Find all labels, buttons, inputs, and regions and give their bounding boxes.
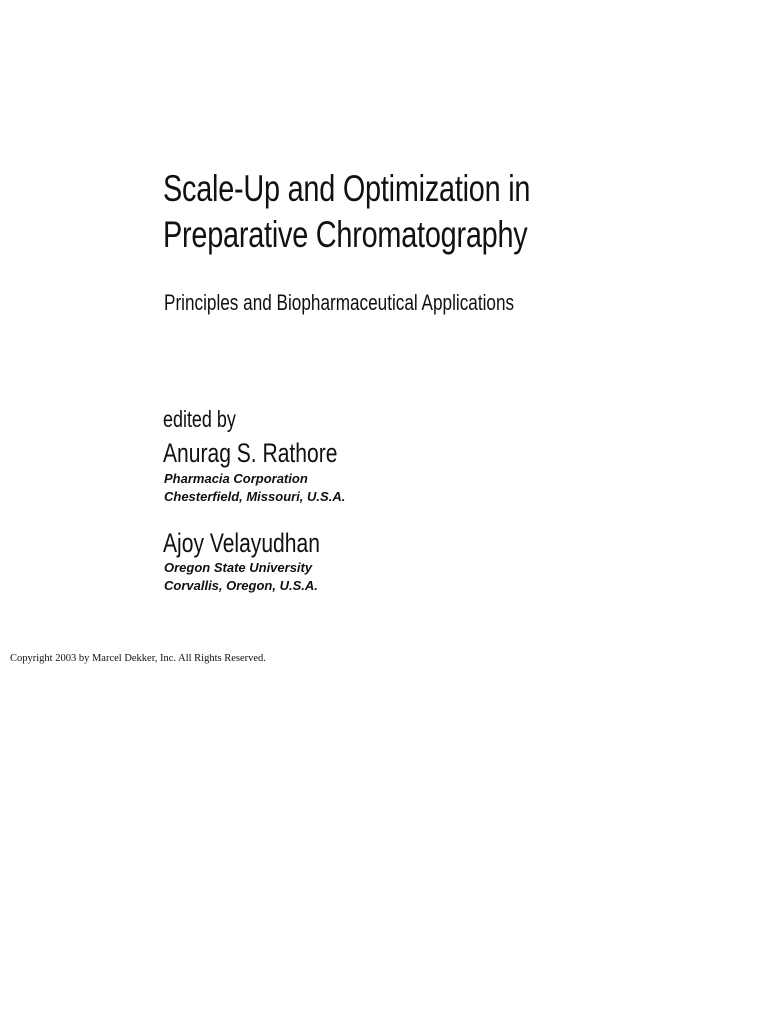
book-subtitle: Principles and Biopharmaceutical Applications: [164, 290, 515, 315]
editor-2-name: Ajoy Velayudhan: [163, 528, 320, 558]
editor-1-name: Anurag S. Rathore: [163, 438, 338, 468]
editor-1-affiliation-org: Pharmacia Corporation: [164, 471, 308, 486]
book-title: [163, 166, 530, 258]
copyright-notice: Copyright 2003 by Marcel Dekker, Inc. All Rights Reserved.: [10, 653, 266, 664]
editor-1-affiliation-location: Chesterfield, Missouri, U.S.A.: [164, 488, 346, 504]
book-title-line-2: Preparative Chromatography: [163, 214, 528, 255]
edited-by-label: edited by: [163, 406, 236, 432]
editor-2-affiliation-org: Oregon State University: [164, 560, 313, 575]
editor-1-affiliation: [164, 470, 345, 505]
editor-2-affiliation-location: Corvallis, Oregon, U.S.A.: [164, 577, 318, 593]
book-title-line-1: Scale-Up and Optimization in: [163, 168, 531, 209]
editor-2-affiliation: [164, 559, 318, 594]
